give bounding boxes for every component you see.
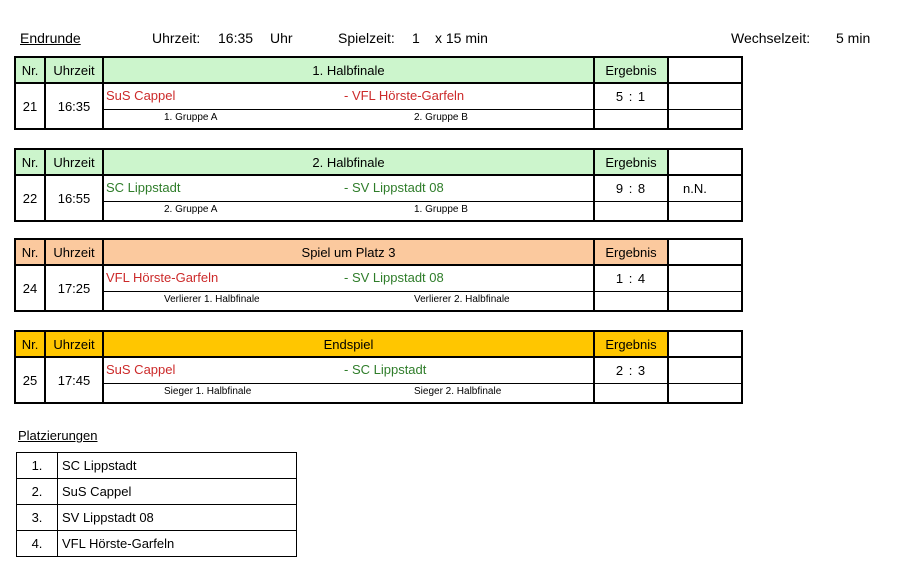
- match-teams: [103, 83, 594, 110]
- placement-rank: 3.: [17, 505, 58, 531]
- col-uhrzeit-header: Uhrzeit: [45, 239, 103, 265]
- header-empty-cell: [668, 57, 742, 83]
- page-title: Endrunde: [20, 30, 81, 46]
- team-a: SuS Cappel: [106, 362, 176, 377]
- team-a: VFL Hörste-Garfeln: [106, 270, 219, 285]
- match-score: 1 : 4: [594, 265, 668, 292]
- team-b: - SV Lippstadt 08: [344, 180, 444, 195]
- score-empty-cell: [594, 110, 668, 130]
- score-a: 1: [615, 271, 625, 286]
- wechselzeit-label: Wechselzeit:: [731, 30, 811, 46]
- col-ergebnis-header: Ergebnis: [594, 57, 668, 83]
- match-title: 1. Halbfinale: [103, 57, 594, 83]
- match-time: 16:55: [45, 175, 103, 221]
- match-number: 24: [15, 265, 45, 311]
- team-a: SC Lippstadt: [106, 180, 181, 195]
- match-teams: [103, 175, 594, 202]
- score-a: 9: [615, 181, 625, 196]
- qualifier-a: Sieger 1. Halbfinale: [164, 386, 252, 397]
- spielzeit-count: 1: [412, 30, 420, 46]
- team-a: SuS Cappel: [106, 88, 176, 103]
- match-table: [14, 148, 743, 222]
- match-time: 17:25: [45, 265, 103, 311]
- placement-row: [17, 505, 297, 531]
- header-empty-cell: [668, 239, 742, 265]
- score-a: 2: [615, 363, 625, 378]
- qualifier-b: 1. Gruppe B: [414, 204, 468, 215]
- score-empty-cell: [594, 202, 668, 222]
- qualifier-a: Verlierer 1. Halbfinale: [164, 294, 260, 305]
- team-b: - SV Lippstadt 08: [344, 270, 444, 285]
- placement-team: SuS Cappel: [58, 479, 297, 505]
- score-a: 5: [615, 89, 625, 104]
- placement-row: [17, 453, 297, 479]
- match-note: n.N.: [668, 175, 742, 202]
- match-title: 2. Halbfinale: [103, 149, 594, 175]
- score-b: 3: [637, 363, 647, 378]
- match-time: 17:45: [45, 357, 103, 403]
- placement-row: [17, 479, 297, 505]
- match-qualifiers: [103, 202, 594, 222]
- qualifier-a: 2. Gruppe A: [164, 204, 218, 215]
- qualifier-b: Verlierer 2. Halbfinale: [414, 294, 510, 305]
- placements-title: Platzierungen: [18, 428, 98, 443]
- spielzeit-value: x 15 min: [435, 30, 488, 46]
- match-table: [14, 56, 743, 130]
- col-nr-header: Nr.: [15, 57, 45, 83]
- placement-team: SC Lippstadt: [58, 453, 297, 479]
- match-title: Endspiel: [103, 331, 594, 357]
- placement-team: SV Lippstadt 08: [58, 505, 297, 531]
- match-score: 2 : 3: [594, 357, 668, 384]
- header-empty-cell: [668, 149, 742, 175]
- match-number: 22: [15, 175, 45, 221]
- note-empty-cell: [668, 202, 742, 222]
- col-nr-header: Nr.: [15, 331, 45, 357]
- match-teams: [103, 265, 594, 292]
- spielzeit-label: Spielzeit:: [338, 30, 395, 46]
- col-nr-header: Nr.: [15, 239, 45, 265]
- placement-rank: 2.: [17, 479, 58, 505]
- placement-rank: 4.: [17, 531, 58, 557]
- team-b: - SC Lippstadt: [344, 362, 427, 377]
- col-ergebnis-header: Ergebnis: [594, 239, 668, 265]
- score-b: 4: [637, 271, 647, 286]
- match-number: 21: [15, 83, 45, 129]
- placement-rank: 1.: [17, 453, 58, 479]
- team-b: - VFL Hörste-Garfeln: [344, 88, 465, 103]
- uhrzeit-unit: Uhr: [270, 30, 293, 46]
- match-score: 9 : 8: [594, 175, 668, 202]
- match-note: [668, 265, 742, 292]
- match-note: [668, 83, 742, 110]
- match-qualifiers: [103, 384, 594, 404]
- col-uhrzeit-header: Uhrzeit: [45, 331, 103, 357]
- col-ergebnis-header: Ergebnis: [594, 331, 668, 357]
- score-empty-cell: [594, 384, 668, 404]
- qualifier-b: Sieger 2. Halbfinale: [414, 386, 502, 397]
- uhrzeit-label: Uhrzeit:: [152, 30, 201, 46]
- score-empty-cell: [594, 292, 668, 312]
- col-ergebnis-header: Ergebnis: [594, 149, 668, 175]
- match-table: [14, 330, 743, 404]
- match-qualifiers: [103, 292, 594, 312]
- qualifier-a: 1. Gruppe A: [164, 112, 218, 123]
- match-time: 16:35: [45, 83, 103, 129]
- placement-row: [17, 531, 297, 557]
- header-empty-cell: [668, 331, 742, 357]
- col-nr-header: Nr.: [15, 149, 45, 175]
- uhrzeit-value: 16:35: [218, 30, 254, 46]
- match-teams: [103, 357, 594, 384]
- match-number: 25: [15, 357, 45, 403]
- qualifier-b: 2. Gruppe B: [414, 112, 468, 123]
- match-title: Spiel um Platz 3: [103, 239, 594, 265]
- placements-table: [16, 452, 297, 557]
- placement-team: VFL Hörste-Garfeln: [58, 531, 297, 557]
- score-b: 1: [637, 89, 647, 104]
- col-uhrzeit-header: Uhrzeit: [45, 149, 103, 175]
- col-uhrzeit-header: Uhrzeit: [45, 57, 103, 83]
- note-empty-cell: [668, 384, 742, 404]
- wechselzeit-value: 5 min: [836, 30, 871, 46]
- match-note: [668, 357, 742, 384]
- match-score: 5 : 1: [594, 83, 668, 110]
- note-empty-cell: [668, 292, 742, 312]
- note-empty-cell: [668, 110, 742, 130]
- match-qualifiers: [103, 110, 594, 130]
- match-table: [14, 238, 743, 312]
- score-b: 8: [637, 181, 647, 196]
